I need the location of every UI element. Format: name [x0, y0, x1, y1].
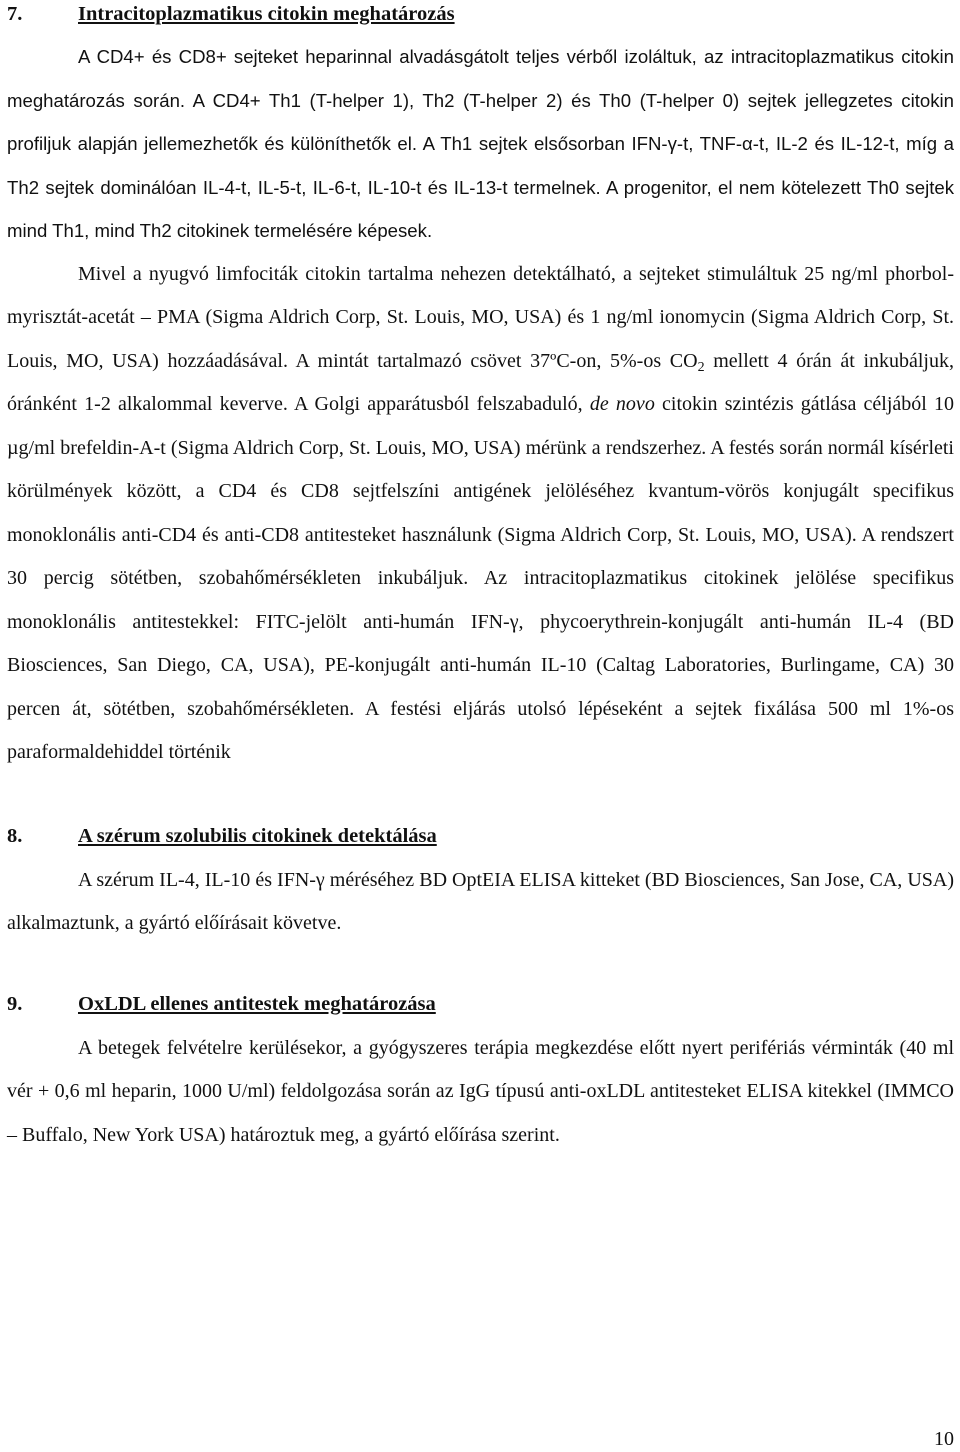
- section-7-heading: [7, 0, 954, 29]
- italic-term: de novo: [589, 393, 655, 415]
- section-number: 7.: [7, 3, 23, 25]
- paragraph-text: Mivel a nyugvó limfociták citokin tartalma nehezen detektálható, a sejteket stimuláltuk 25 ng/ml phorbol-myrisztát-acetát – PMA (Sigma Aldrich Corp, St. Louis, MO, USA) és 1 ng/ml ionomycin (Sigma Aldrich Corp, St. Louis, MO, USA) hozzáadásával. A mintát tartalmazó csövet 37ºC-on, 5%-os CO: [7, 262, 954, 372]
- section-title: Intracitoplazmatikus citokin meghatározás: [78, 3, 455, 25]
- paragraph-text: citokin szintézis gátlása céljából 10 µg/ml brefeldin-A-t (Sigma Aldrich Corp, St. Louis, MO, USA) mérünk a rendszerhez. A festés során normál kísérleti körülmények között, a CD4 és CD8 sejtfelszíni antigének jelöléséhez kvantum-vörös konjugált specifikus monoklonális anti-CD4 és anti-CD8 antitesteket használunk (Sigma Aldrich Corp, St. Louis, MO, USA). A rendszert 30 percig sötétben, szobahőmérsékleten inkubáljuk. Az intracitoplazmatikus citokinek jelölése specifikus monoklonális antitestekkel: FITC-jelölt anti-humán IFN-γ, phycoerythrein-konjugált anti-humán IL-4 (BD Biosciences, San Diego, CA, USA), PE-konjugált anti-humán IL-10 (Caltag Laboratories, Burlingame, CA) 30 percen át, sötétben, szobahőmérsékleten. A festési eljárás utolsó lépéseként a sejtek fixálása 500 ml 1%-os paraformaldehiddel történik: [7, 393, 954, 763]
- section-number: 9.: [7, 992, 23, 1015]
- section-9-paragraph-1: A betegek felvételre kerülésekor, a gyógyszeres terápia megkezdése előtt nyert perifériás vérminták (40 ml vér + 0,6 ml heparin, 1000 U/ml) feldolgozása során az IgG típusú anti-oxLDL antitesteket ELISA kitekkel (IMMCO – Buffalo, New York USA) határoztuk meg, a gyártó előírása szerint.: [7, 1036, 954, 1146]
- section-8-paragraph-1: A szérum IL-4, IL-10 és IFN-γ méréséhez BD OptEIA ELISA kitteket (BD Biosciences, San Jose, CA, USA) alkalmaztunk, a gyártó előírásait követve.: [7, 868, 954, 934]
- section-title: OxLDL ellenes antitestek meghatározása: [78, 992, 436, 1015]
- subscript: 2: [697, 359, 705, 375]
- section-title: A szérum szolubilis citokinek detektálása: [78, 824, 437, 847]
- section-number: 8.: [7, 824, 23, 847]
- section-7-paragraph-2: [7, 253, 954, 775]
- page-number: 10: [934, 1428, 954, 1450]
- paragraph-text: mellett 4 órán át inkubáljuk, óránként 1-2 alkalommal keverve. A Golgi apparátusból felszabaduló,: [7, 349, 954, 415]
- section-7-paragraph-1: [7, 35, 954, 253]
- paragraph-text: A Th1 sejtek elsősorban IFN-γ-t, TNF-α-t, IL-2 és IL-12-t, míg a Th2 sejtek dominálóan IL-4-t, IL-5-t, IL-6-t, IL-10-t és IL-13-t termelnek. A progenitor, el nem kötelezett Th0 sejtek mind Th1, mind Th2 citokinek termelésére képesek.: [7, 133, 954, 241]
- section-9-heading: [7, 989, 954, 1019]
- document-page: [7, 0, 954, 1157]
- paragraph-text: A CD4+ és CD8+ sejteket heparinnal alvadásgátolt teljes vérből izoláltuk, az intracitoplazmatikus citokin meghatározás során. A CD4+ Th1 (T-helper 1), Th2 (T-helper 2) és Th0 (T-helper 0) sejtek jellegzetes citokin profiljuk alapján jellemezhetők és különíthetők el.: [7, 46, 954, 154]
- section-8-heading: [7, 821, 954, 851]
